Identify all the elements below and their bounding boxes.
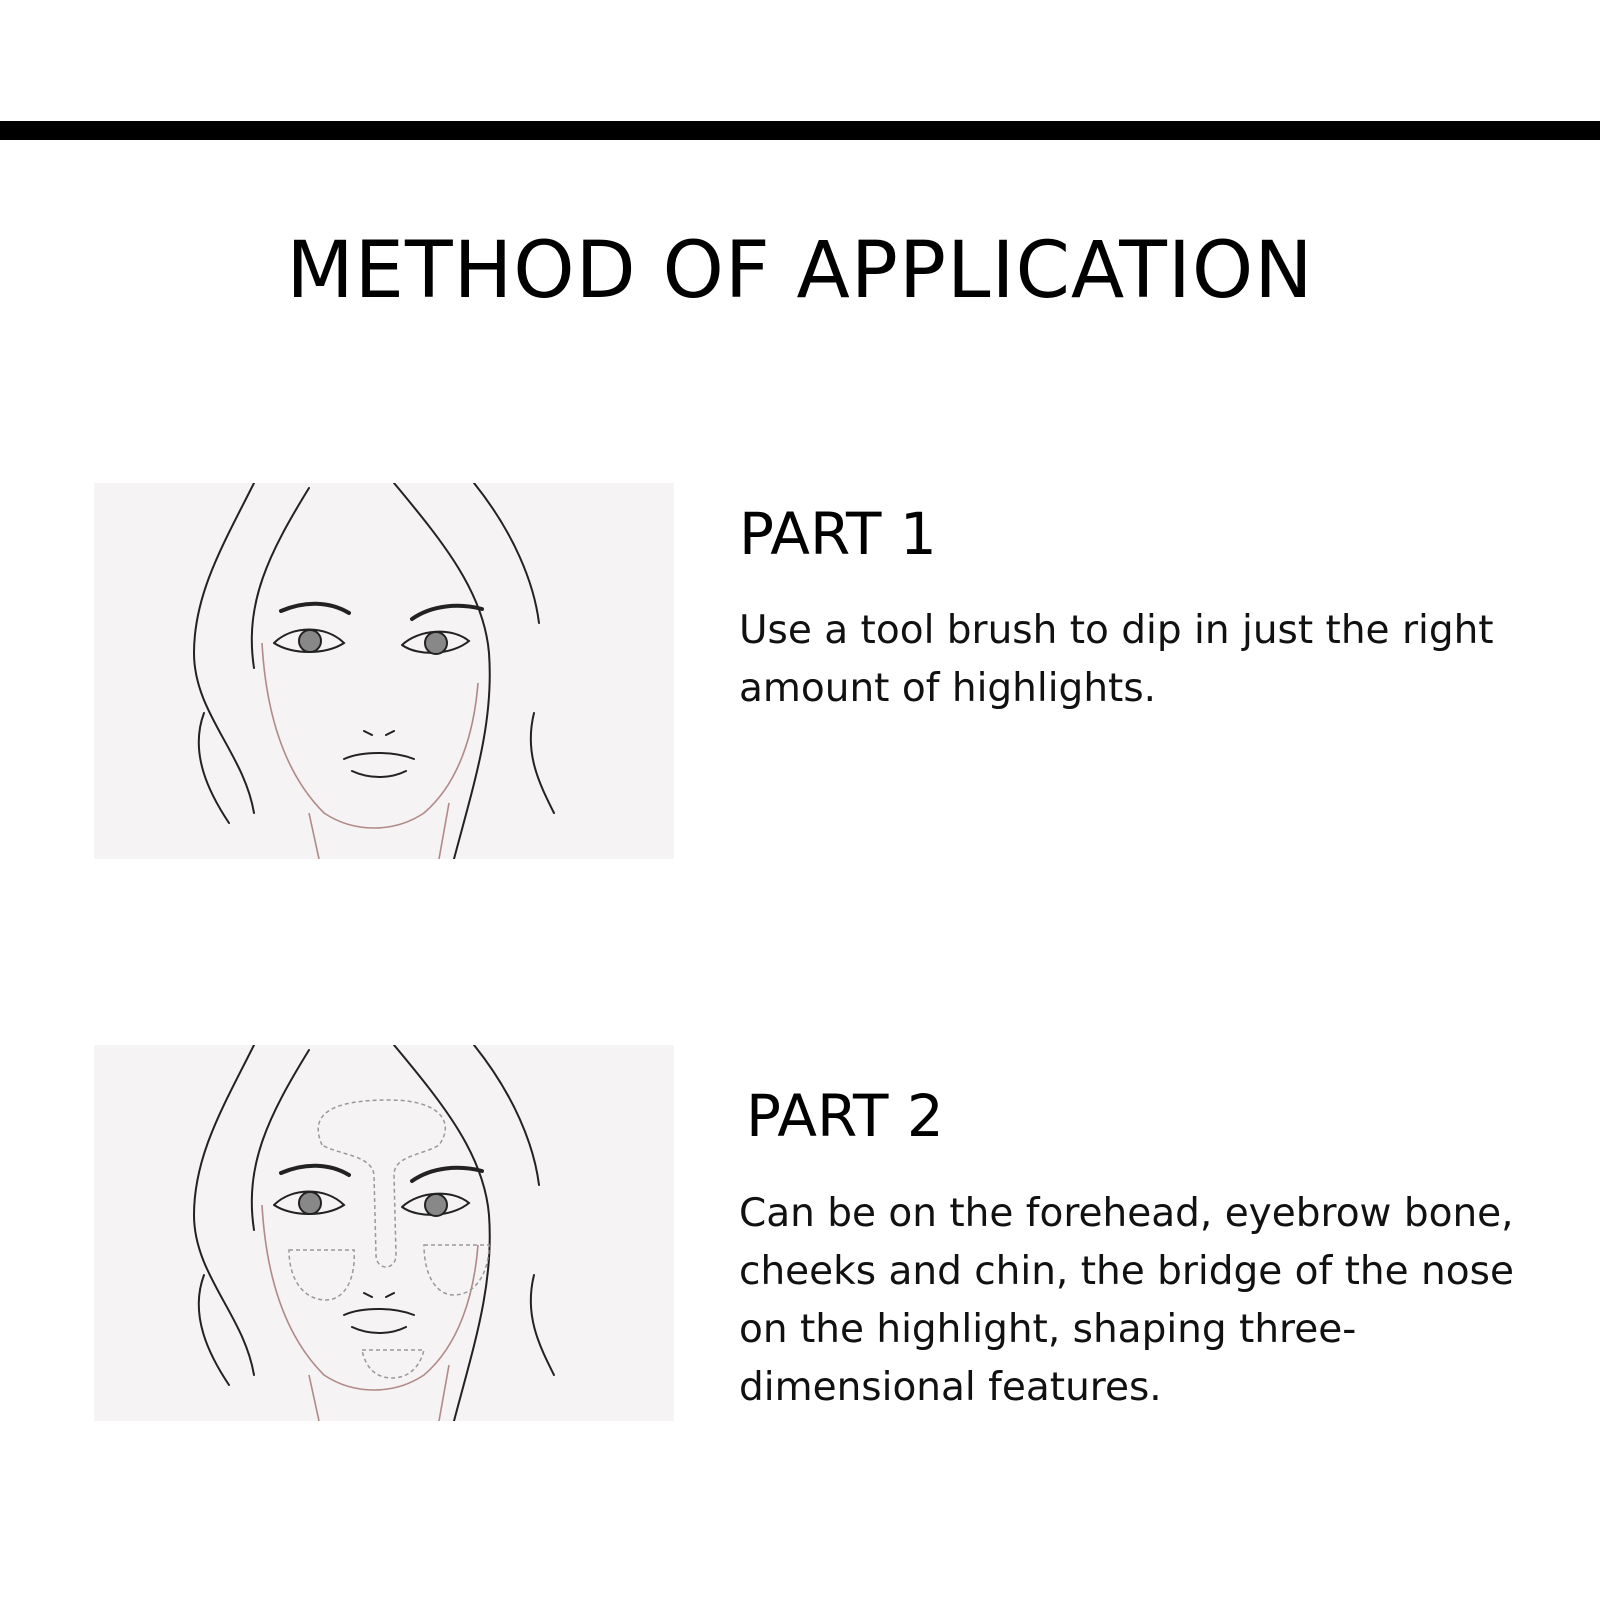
part-1-heading: PART 1 <box>739 500 937 568</box>
top-divider <box>0 121 1600 140</box>
page-title: METHOD OF APPLICATION <box>286 226 1314 316</box>
part-1-text: Use a tool brush to dip in just the right amount of highlights. <box>739 608 1494 711</box>
part-1-illustration <box>94 483 674 859</box>
face-line-drawing-icon <box>94 483 674 859</box>
part-2-illustration <box>94 1045 674 1421</box>
part-2-heading: PART 2 <box>746 1082 944 1150</box>
part-2-text: Can be on the forehead, eyebrow bone, cheeks and chin, the bridge of the nose on the highlight, shaping three-dimensional features. <box>739 1191 1514 1410</box>
face-highlight-zones-icon <box>94 1045 674 1421</box>
